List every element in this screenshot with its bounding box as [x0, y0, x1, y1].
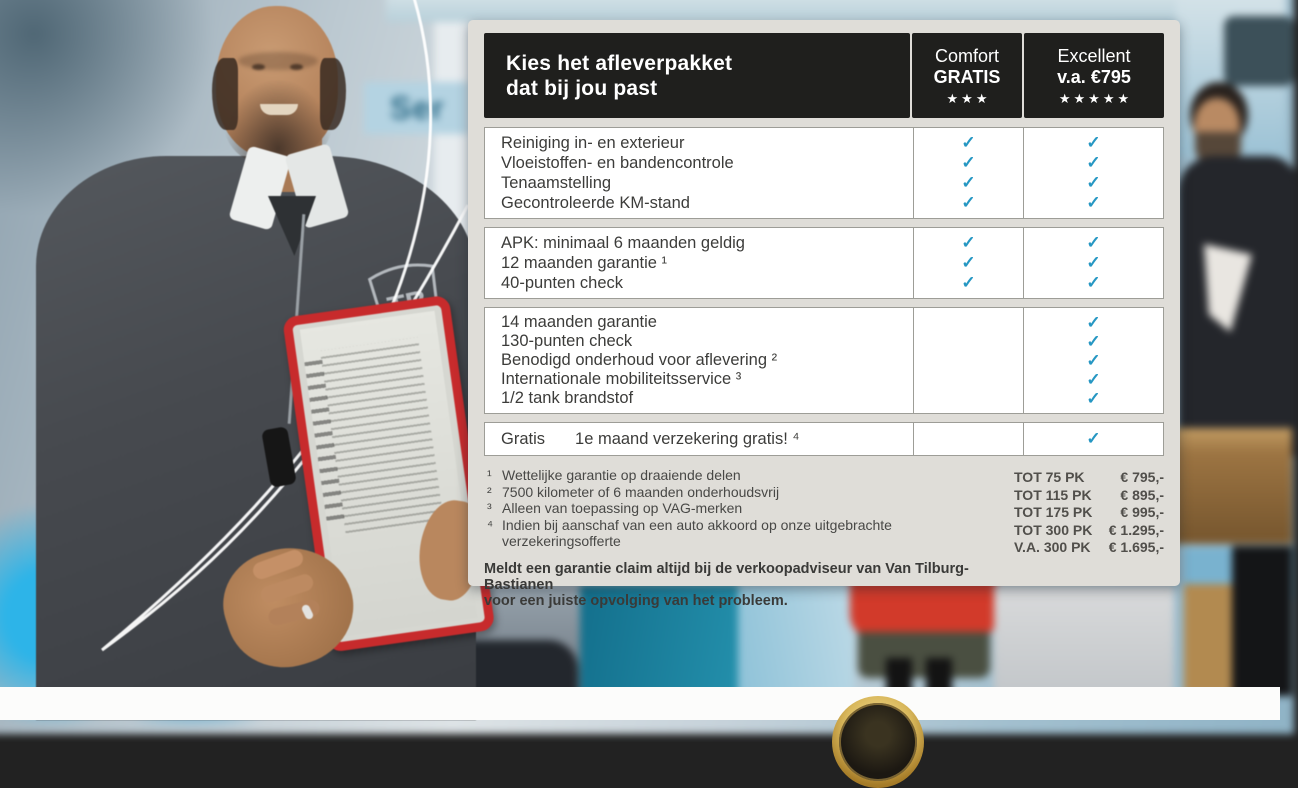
empty-cell: [914, 313, 1023, 332]
price-power-label: TOT 75 PK: [1014, 469, 1085, 485]
plan-name: Excellent: [1057, 45, 1131, 66]
comfort-check-column: [913, 128, 1023, 218]
package-comparison-panel: [468, 20, 1180, 609]
check-icon: ✓: [961, 133, 976, 152]
price-row: [1014, 487, 1164, 505]
warranty-claim-note: [484, 561, 989, 609]
footnote-marker: ⁴: [792, 430, 800, 448]
footnote-number: ¹: [487, 467, 492, 483]
check-icon: ✓: [1086, 273, 1101, 292]
footnote-text: Indien bij aanschaf van een auto akkoord op onze uitgebrachte verzekeringsofferte: [502, 516, 892, 549]
row-label: 130-punten check: [501, 332, 633, 350]
row-label: Gecontroleerde KM-stand: [501, 194, 690, 212]
footnote-item: [484, 467, 1004, 484]
feature-block: [484, 227, 1164, 299]
row-label: 40-punten check: [501, 274, 624, 292]
check-icon: ✓: [961, 253, 976, 272]
price-value: € 995,-: [1120, 504, 1164, 520]
row-label: Vloeistoffen- en bandencontrole: [501, 154, 734, 172]
footnote-number: ³: [487, 500, 492, 516]
service-sign-text: Ser: [390, 90, 445, 126]
excellent-check-column: [1023, 228, 1163, 298]
panel-title: [484, 33, 910, 118]
footnotes: [484, 467, 1004, 609]
price-power-label: TOT 115 PK: [1014, 486, 1092, 503]
check-icon: ✓: [1086, 193, 1101, 212]
excellent-check-column: [1023, 308, 1163, 413]
feature-block: [484, 422, 1164, 456]
footnote-list: [484, 467, 1004, 550]
empty-cell: [914, 389, 1023, 408]
plan-name: Comfort: [934, 45, 999, 66]
check-icon: ✓: [1086, 173, 1101, 192]
check-icon: ✓: [961, 193, 976, 212]
price-power-label: V.A. 300 PK: [1014, 539, 1091, 555]
row-label: 14 maanden garantie: [501, 313, 657, 331]
excellent-check-column: [1023, 128, 1163, 218]
gold-seal-badge-core: [839, 703, 917, 781]
price-row: [1014, 539, 1164, 557]
price-value: € 795,-: [1120, 469, 1164, 485]
panel-footer: [484, 467, 1164, 609]
check-icon: ✓: [1086, 370, 1101, 389]
row-label: Benodigd onderhoud voor aflevering ²: [501, 351, 778, 369]
row-label: Internationale mobiliteitsservice ³: [501, 370, 742, 388]
price-row: [1014, 504, 1164, 522]
comfort-check-column: [913, 308, 1023, 413]
panel-title-line1: Kies het afleverpakket: [506, 51, 733, 75]
check-icon: ✓: [1086, 313, 1101, 332]
footnote-text: Wettelijke garantie op draaiende delen: [502, 467, 741, 483]
price-row: [1014, 522, 1164, 540]
check-icon: ✓: [1086, 233, 1101, 252]
row-label: APK: minimaal 6 maanden geldig: [501, 234, 745, 252]
plan-stars-icon: ★★★★★: [1058, 90, 1133, 106]
comfort-check-column: [913, 423, 1023, 455]
empty-cell: [914, 370, 1023, 389]
row-label: 1/2 tank brandstof: [501, 389, 634, 407]
price-list: [1014, 467, 1164, 609]
plan-price: GRATIS: [933, 66, 1001, 87]
excellent-check-column: [1023, 423, 1163, 455]
footnote-number: ²: [487, 483, 492, 500]
check-icon: ✓: [1086, 389, 1101, 408]
row-label: 12 maanden garantie ¹: [501, 254, 668, 272]
price-value: € 1.295,-: [1108, 521, 1164, 538]
gold-seal-badge: [832, 696, 924, 788]
empty-cell: [914, 428, 1023, 450]
footnote-marker: ²: [771, 351, 778, 369]
bottom-bar: [0, 687, 1280, 720]
check-icon: ✓: [961, 233, 976, 252]
footnote-text: 7500 kilometer of 6 maanden onderhoudsvrij: [502, 483, 780, 500]
check-icon: ✓: [961, 173, 976, 192]
panel-title-line2: dat bij jou past: [506, 76, 658, 100]
footnote-item: [484, 500, 1004, 517]
price-power-label: TOT 175 PK: [1014, 504, 1093, 520]
price-value: € 1.695,-: [1108, 539, 1164, 555]
footnote-item: [484, 484, 1004, 501]
price-power-label: TOT 300 PK: [1014, 521, 1093, 538]
check-icon: ✓: [961, 153, 976, 172]
feature-label-column: [485, 228, 913, 298]
footnote-item: [484, 517, 1004, 550]
plan-column-header: [1024, 33, 1164, 118]
check-icon: ✓: [1086, 153, 1101, 172]
check-icon: ✓: [1086, 133, 1101, 152]
check-icon: ✓: [1086, 253, 1101, 272]
feature-blocks: [484, 127, 1164, 456]
row-label: Reiniging in- en exterieur: [501, 134, 685, 152]
empty-cell: [914, 332, 1023, 351]
claim-line2: voor een juiste opvolging van het probleem.: [484, 592, 788, 609]
footnote-text: Alleen van toepassing op VAG-merken: [502, 500, 743, 516]
feature-block: [484, 307, 1164, 414]
row-label: Gratis 1e maand verzekering gratis! ⁴: [501, 430, 800, 448]
plan-column-header: [912, 33, 1022, 118]
feature-label-column: [485, 423, 913, 455]
check-icon: ✓: [1086, 351, 1101, 370]
footnote-marker: ¹: [661, 254, 668, 272]
feature-block: [484, 127, 1164, 219]
claim-line1: Meldt een garantie claim altijd bij de verkoopadviseur van Van Tilburg-Bastianen: [484, 560, 969, 593]
footnote-number: ⁴: [487, 516, 494, 533]
feature-label-column: [485, 308, 913, 413]
price-row: [1014, 469, 1164, 487]
empty-cell: [914, 351, 1023, 370]
row-label: Tenaamstelling: [501, 174, 612, 192]
table-header: [484, 33, 1164, 118]
footnote-marker: ³: [735, 370, 742, 388]
plan-price: v.a. €795: [1057, 66, 1131, 87]
check-icon: ✓: [1086, 429, 1101, 448]
comfort-check-column: [913, 228, 1023, 298]
check-icon: ✓: [961, 273, 976, 292]
price-value: € 895,-: [1120, 486, 1164, 503]
feature-label-column: [485, 128, 913, 218]
plan-stars-icon: ★★★: [946, 90, 991, 106]
row-prefix: Gratis: [501, 430, 546, 448]
check-icon: ✓: [1086, 332, 1101, 351]
